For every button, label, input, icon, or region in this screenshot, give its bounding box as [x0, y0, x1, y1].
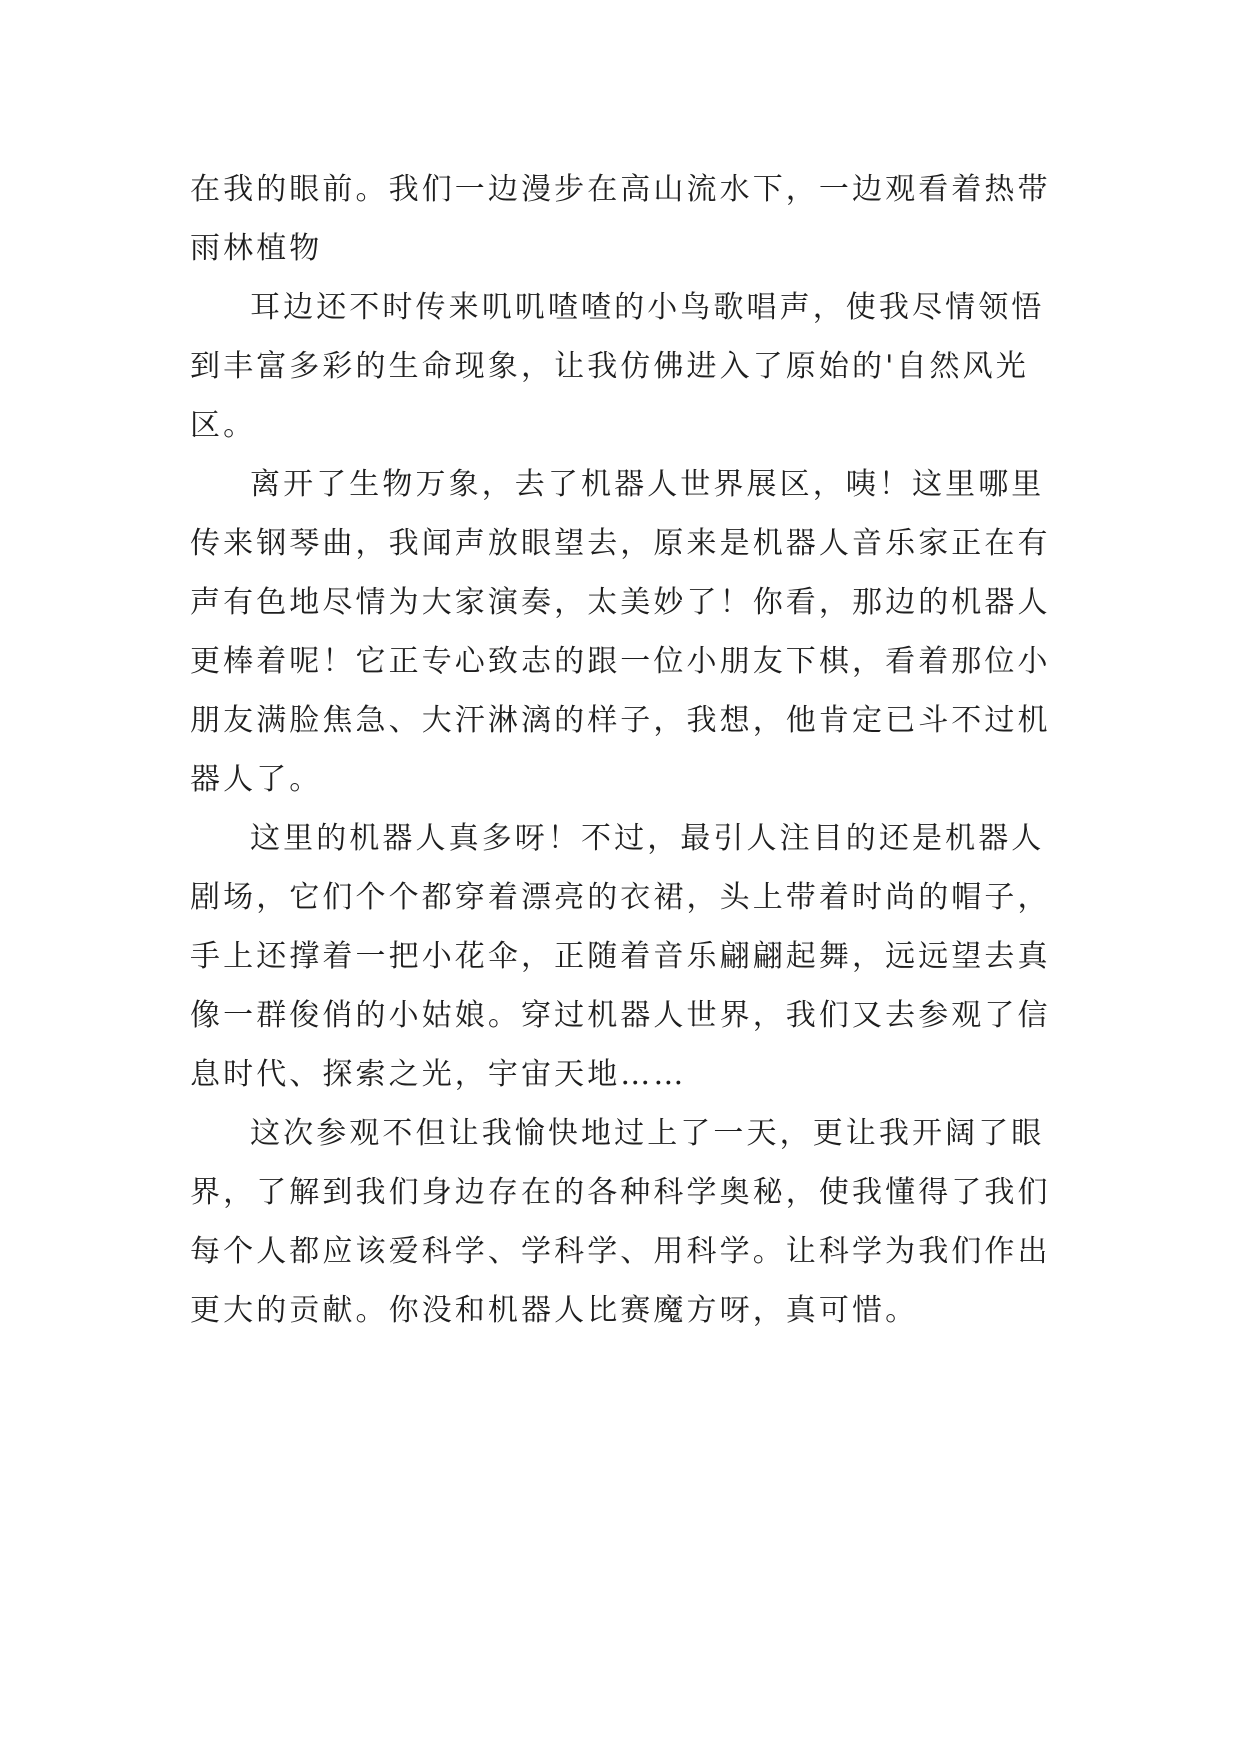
text-line: 朋友满脸焦急、大汗淋漓的样子，我想，他肯定已斗不过机 — [190, 703, 1051, 738]
text-line: 界，了解到我们身边存在的各种科学奥秘，使我懂得了我们 — [190, 1175, 1051, 1210]
text-line: 耳边还不时传来叽叽喳喳的小鸟歌唱声，使我尽情领悟 — [250, 290, 1045, 325]
paragraph-3 — [190, 455, 1052, 809]
text-line: 每个人都应该爱科学、学科学、用科学。让科学为我们作出 — [190, 1234, 1051, 1269]
text-line: 这次参观不但让我愉快地过上了一天，更让我开阔了眼 — [250, 1116, 1045, 1151]
text-line: 传来钢琴曲，我闻声放眼望去，原来是机器人音乐家正在有 — [190, 526, 1051, 561]
paragraph-2 — [190, 278, 1052, 455]
text-line: 更大的贡献。你没和机器人比赛魔方呀，真可惜。 — [190, 1293, 919, 1328]
text-line: 剧场，它们个个都穿着漂亮的衣裙，头上带着时尚的帽子， — [190, 880, 1051, 915]
text-line: 到丰富多彩的生命现象，让我仿佛进入了原始的'自然风光 — [190, 349, 1029, 384]
text-line: 离开了生物万象，去了机器人世界展区，咦！这里哪里 — [250, 467, 1045, 502]
text-line: 在我的眼前。我们一边漫步在高山流水下，一边观看着热带 — [190, 172, 1051, 207]
text-line: 器人了。 — [190, 762, 323, 797]
paragraph-5 — [190, 1104, 1052, 1340]
text-line: 更棒着呢！它正专心致志的跟一位小朋友下棋，看着那位小 — [190, 644, 1051, 679]
text-line: 区。 — [190, 408, 257, 443]
paragraph-1 — [190, 160, 1052, 278]
text-line: 雨林植物 — [190, 231, 323, 266]
text-line: 这里的机器人真多呀！不过，最引人注目的还是机器人 — [250, 821, 1045, 856]
text-line: 手上还撑着一把小花伞，正随着音乐翩翩起舞，远远望去真 — [190, 939, 1051, 974]
text-line: 声有色地尽情为大家演奏，太美妙了！你看，那边的机器人 — [190, 585, 1051, 620]
paragraph-4 — [190, 809, 1052, 1104]
text-line: 像一群俊俏的小姑娘。穿过机器人世界，我们又去参观了信 — [190, 998, 1051, 1033]
document-body — [190, 160, 1052, 1340]
text-line: 息时代、探索之光，宇宙天地…… — [190, 1057, 687, 1092]
